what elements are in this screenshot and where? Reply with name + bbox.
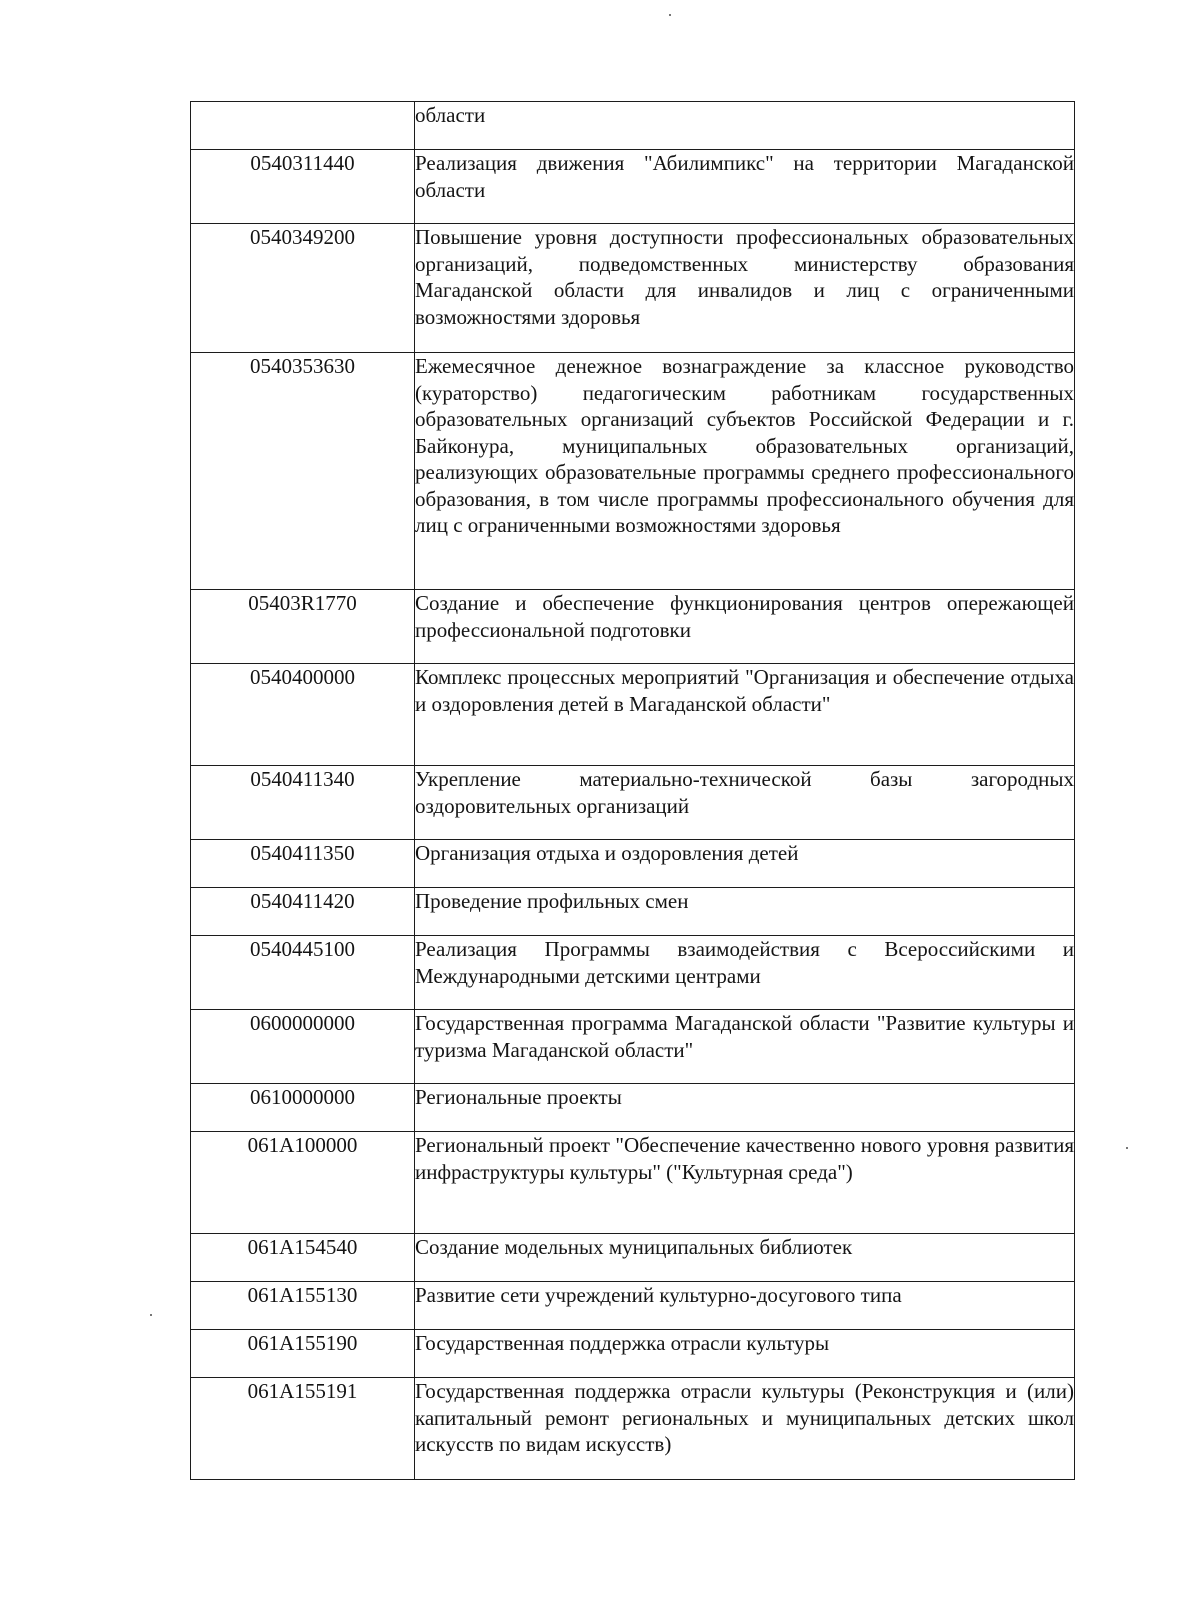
code-cell: 061A155191: [191, 1378, 415, 1480]
description-cell: Реализация Программы взаимодействия с Всероссийскими и Международными детскими центрами: [415, 936, 1075, 1010]
description-cell: Укрепление материально-технической базы загородных оздоровительных организаций: [415, 766, 1075, 840]
table-row: [191, 224, 1075, 353]
table-row: [191, 1378, 1075, 1480]
description-cell: Ежемесячное денежное вознаграждение за классное руководство (кураторство) педагогическим работникам государственных образовательных организаций субъектов Российской Федерации и г. Байконура, муниципальных образовательных организаций, реализующих образовательные программы среднего профессионального образования, в том числе программы профессионального обучения для лиц с ограниченными возможностями здоровья: [415, 353, 1075, 590]
table-row: [191, 1084, 1075, 1132]
code-cell: 061A100000: [191, 1132, 415, 1234]
code-cell: 0540400000: [191, 664, 415, 766]
description-cell: Региональный проект "Обеспечение качественно нового уровня развития инфраструктуры культуры" ("Культурная среда"): [415, 1132, 1075, 1234]
table-row: [191, 664, 1075, 766]
scan-dot-left: [150, 1314, 152, 1316]
description-cell: Региональные проекты: [415, 1084, 1075, 1132]
description-cell: Комплекс процессных мероприятий "Организация и обеспечение отдыха и оздоровления детей в Магаданской области": [415, 664, 1075, 766]
description-cell: Создание модельных муниципальных библиотек: [415, 1234, 1075, 1282]
table-row: [191, 590, 1075, 664]
code-cell: 0540411340: [191, 766, 415, 840]
table-row: [191, 353, 1075, 590]
scan-dot-top: [669, 14, 671, 16]
code-cell: 0540311440: [191, 150, 415, 224]
description-cell: Проведение профильных смен: [415, 888, 1075, 936]
code-cell: 0600000000: [191, 1010, 415, 1084]
code-cell: 05403R1770: [191, 590, 415, 664]
code-cell: 0540349200: [191, 224, 415, 353]
description-cell: Создание и обеспечение функционирования центров опережающей профессиональной подготовки: [415, 590, 1075, 664]
table-row: [191, 150, 1075, 224]
scan-dot-right: [1126, 1147, 1128, 1149]
table-row: [191, 1132, 1075, 1234]
description-cell: Повышение уровня доступности профессиональных образовательных организаций, подведомственных министерству образования Магаданской области для инвалидов и лиц с ограниченными возможностями здоровья: [415, 224, 1075, 353]
table-row: [191, 102, 1075, 150]
table-row: [191, 936, 1075, 1010]
description-cell: Организация отдыха и оздоровления детей: [415, 840, 1075, 888]
table-row: [191, 1234, 1075, 1282]
description-cell: Государственная программа Магаданской области "Развитие культуры и туризма Магаданской области": [415, 1010, 1075, 1084]
description-cell: Развитие сети учреждений культурно-досугового типа: [415, 1282, 1075, 1330]
description-cell: Государственная поддержка отрасли культуры: [415, 1330, 1075, 1378]
code-cell: 061A155130: [191, 1282, 415, 1330]
description-cell: Государственная поддержка отрасли культуры (Реконструкция и (или) капитальный ремонт региональных и муниципальных детских школ искусств по видам искусств): [415, 1378, 1075, 1480]
table-row: [191, 1010, 1075, 1084]
code-cell: 0540411350: [191, 840, 415, 888]
code-cell: 0540353630: [191, 353, 415, 590]
table-row: [191, 1282, 1075, 1330]
table-row: [191, 766, 1075, 840]
code-cell: 061A155190: [191, 1330, 415, 1378]
description-cell: Реализация движения "Абилимпикс" на территории Магаданской области: [415, 150, 1075, 224]
code-cell: 0540411420: [191, 888, 415, 936]
table-row: [191, 1330, 1075, 1378]
code-cell: 0540445100: [191, 936, 415, 1010]
code-cell: [191, 102, 415, 150]
description-cell: области: [415, 102, 1075, 150]
table-row: [191, 840, 1075, 888]
code-cell: 0610000000: [191, 1084, 415, 1132]
code-cell: 061A154540: [191, 1234, 415, 1282]
budget-code-table: [190, 101, 1075, 1480]
table-row: [191, 888, 1075, 936]
